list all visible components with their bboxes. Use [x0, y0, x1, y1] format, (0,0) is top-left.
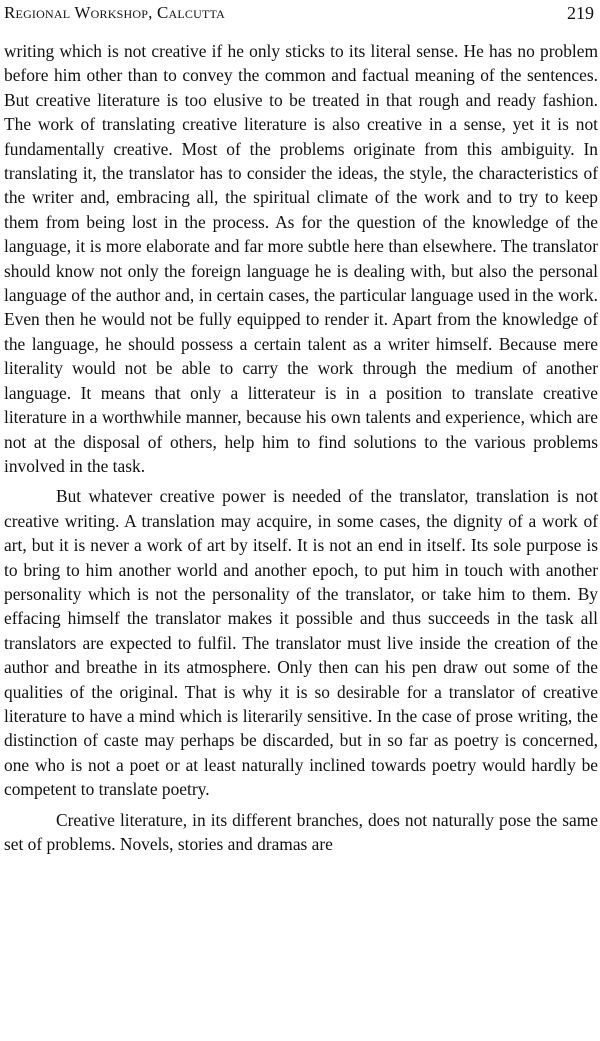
running-head	[4, 0, 598, 29]
paragraph-continued: writing which is not creative if he only sticks to its literal sense. He has no problem before him other than to convey the common and factual meaning of the sentences. But creative literature is too elusive to be treated in that rough and ready fashion. The work of translating creative literature is also creative in a sense, yet it is not fundamentally creative. Most of the problems originate from this ambiguity. In translating it, the translator has to consider the ideas, the style, the characteristics of the writer and, embracing all, the spiritual climate of the work and to try to keep them from being lost in the process. As for the question of the knowledge of the language, it is more elaborate and far more subtle here than elsewhere. The translator should know not only the foreign language he is dealing with, but also the personal language of the author and, in certain cases, the particular language used in the work. Even then he would not be fully equipped to render it. Apart from the knowledge of the language, he should possess a certain talent as a writer himself. Because mere literality would not be able to carry the work through the medium of another language. It means that only a litterateur is in a position to translate creative literature in a worthwhile manner, because his own talents and experience, which are not at the disposal of others, help him to find solutions to the various problems involved in the task.	[4, 41, 598, 476]
body-text	[4, 39, 598, 856]
page-number: 219	[567, 3, 594, 23]
paragraph: Creative literature, in its different branches, does not naturally pose the same set of problems. Novels, stories and dramas are	[4, 809, 598, 854]
running-title: Regional Workshop, Calcutta	[4, 3, 225, 22]
paragraph: But whatever creative power is needed of the translator, translation is not creative writing. A translation may acquire, in some cases, the dignity of a work of art, but it is never a work of art by itself. It is not an end in itself. Its sole purpose is to bring to him another world and another epoch, to put him in touch with another personality which is not the personality of the translator, or take him to them. By effacing himself the translator makes it possible and thus succeeds in the task all translators are expected to fulfil. The translator must live inside the creation of the author and breathe in its atmosphere. Only then can his pen draw out some of the qualities of the original. That is why it is so desirable for a translator of creative literature to have a mind which is literarily sensitive. In the case of prose writing, the distinction of caste may perhaps be discarded, but in so far as poetry is concerned, one who is not a poet or at least naturally inclined towards poetry would hardly be competent to translate poetry.	[4, 486, 598, 800]
